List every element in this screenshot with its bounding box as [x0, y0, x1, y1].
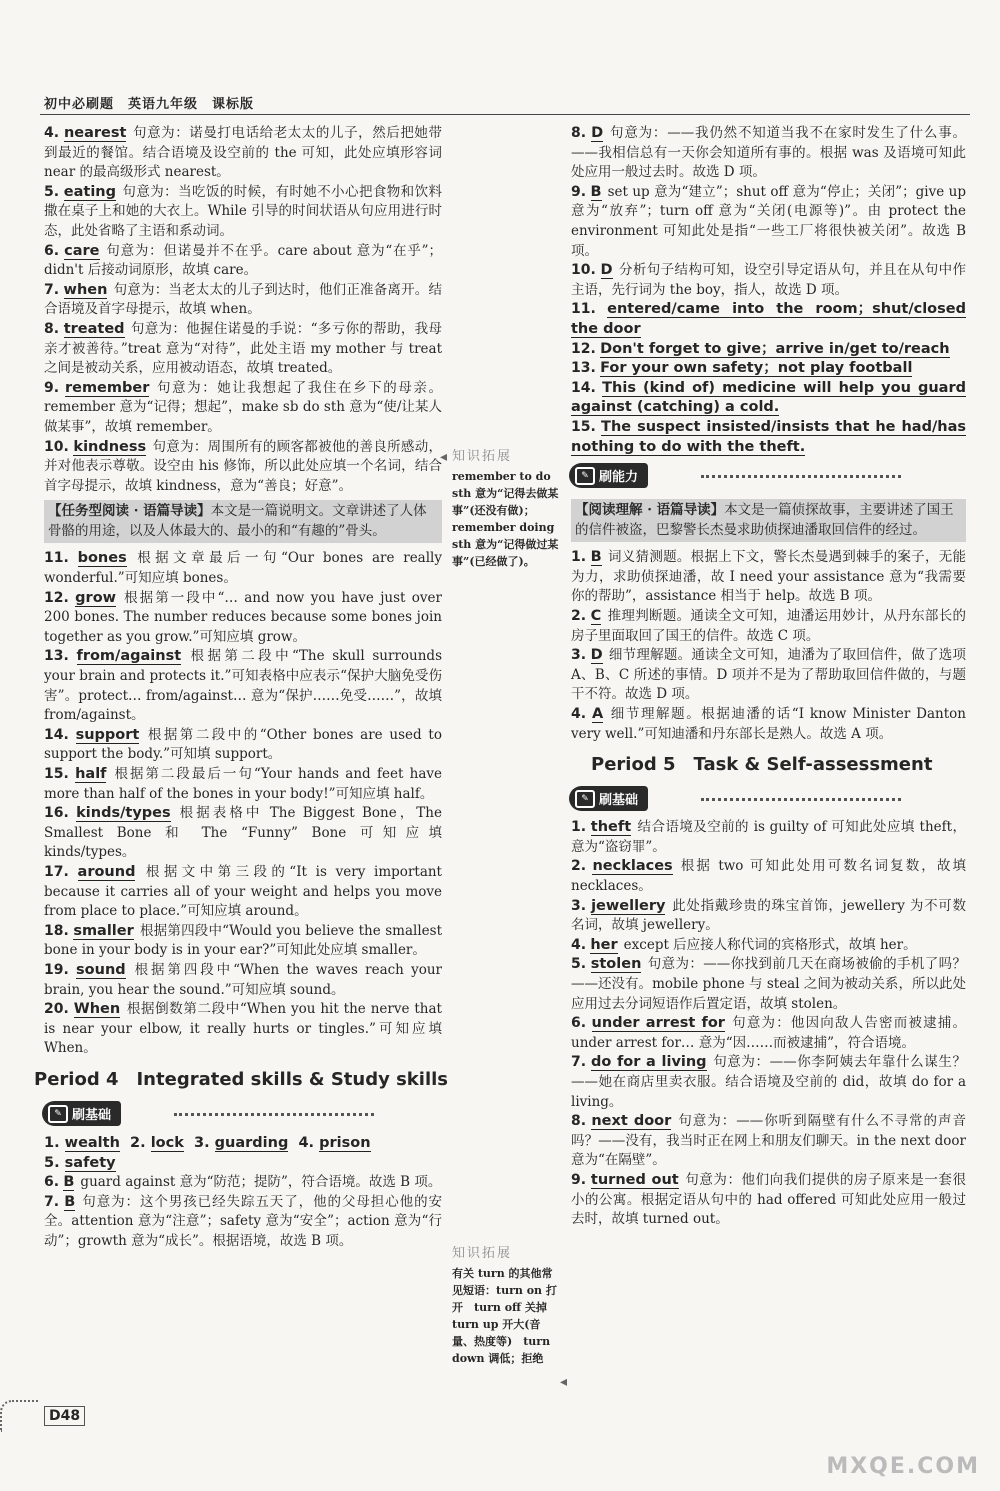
- answer-item: [44, 549, 442, 588]
- answer-explanation: 根据文中第三段的“It is very important because it carries all of your weight and helps you move from place to place.”可知应填 around。: [44, 863, 442, 920]
- answer-number: 4.: [44, 125, 60, 141]
- watermark: MXQE.COM: [826, 1454, 980, 1479]
- answer-text: kindness: [73, 438, 147, 455]
- answer-explanation: 句意为：但诺曼并不在乎。care about 意为“在乎”；didn't 后接动词原形，故填 care。: [44, 242, 443, 279]
- answer-item: [571, 1053, 966, 1112]
- answer-explanation: 根据第一段中“… and now you have just over 200 bones. The number reduces because some bones join together as you grow.”可知应填 grow。: [44, 589, 442, 645]
- answer-item: [44, 647, 442, 725]
- tag-label: 刷基础: [72, 1107, 112, 1123]
- answer-number: 13.: [571, 360, 596, 377]
- answer-number: 1.: [571, 819, 587, 836]
- answer-text: lock: [150, 1134, 184, 1151]
- answer-explanation: 根据 two 可知此处用可数名词复数，故填 necklaces。: [571, 858, 966, 894]
- reading-guide-text: 本文是一篇侦探故事，主要讲述了国王的信件被盗，巴黎警长杰曼求助侦探迪潘取回信件的经过。: [575, 502, 954, 538]
- answer-text: guarding: [214, 1134, 289, 1151]
- dotted-rule: [174, 1113, 374, 1116]
- answer-item: [44, 281, 442, 320]
- page-number: D48: [44, 1406, 85, 1426]
- answer-number: 4.: [298, 1134, 315, 1151]
- reading-guide-text: 本文是一篇说明文。文章讲述了人体骨骼的用途，以及人体最大的、最小的和“有趣的”骨头。: [48, 503, 427, 539]
- answer-explanation: 句意为：诺曼打电话给老太太的儿子，然后把她带到最近的餐馆。结合语境及设空前的 the 可知，此处应填形容词 near 的最高级形式 nearest。: [44, 125, 443, 181]
- answer-explanation: 句意为：——我仍然不知道当我不在家时发生了什么事。——我相信总有一天你会知道所有事的。根据 was 及语境可知此处应用一般过去时。故选 D 项。: [571, 125, 967, 181]
- answer-item: [44, 320, 442, 379]
- answer-text: wealth: [64, 1134, 120, 1151]
- answer-text: eating: [63, 183, 117, 200]
- extension-body: remember to do sth 意为“记得去做某事”(还没有做)；remember doing sth 意为“记得做过某事”(已经做了)。: [452, 470, 559, 568]
- book-icon: ✎: [575, 790, 595, 808]
- answer-explanation: 根据第四段中“Would you believe the smallest bone in your body is in your ear?”可知此处应填 smaller。: [44, 922, 442, 959]
- reading-guide-label: 【阅读理解 · 语篇导读】: [575, 502, 725, 519]
- answer-explanation: set up 意为“建立”；shut off 意为“停止；关闭”；give up 意为“放弃”；turn off 意为“关闭(电源等)”。由 protect the environment 可知此处是指“一些工厂将很快被关闭”。故选 B 项。: [571, 183, 966, 259]
- answer-item: [571, 1014, 966, 1053]
- answer-text: B: [590, 183, 602, 200]
- answer-item: [571, 183, 966, 261]
- knowledge-extension-1: [452, 445, 560, 570]
- answer-number: 4.: [571, 936, 587, 953]
- answer-text: from/against: [76, 648, 182, 665]
- dotted-rule: [701, 798, 901, 801]
- answer-number: 9.: [571, 1171, 587, 1188]
- answer-number: 7.: [44, 281, 60, 298]
- answer-item: [44, 922, 442, 961]
- answer-item: [571, 857, 966, 896]
- answer-number: 3.: [571, 897, 587, 914]
- answer-text: prison: [319, 1134, 371, 1151]
- answer-item: [571, 300, 966, 339]
- answer-number: 3.: [193, 1134, 210, 1151]
- answer-number: 7.: [44, 1193, 60, 1210]
- answer-explanation: 此处指戴珍贵的珠宝首饰，jewellery 为不可数名词，故填 jewellery。: [571, 897, 967, 934]
- tag-label: 刷基础: [599, 793, 639, 809]
- answer-text: B: [63, 1173, 75, 1190]
- right-answer-list-3: [571, 548, 966, 744]
- answer-item: [44, 183, 442, 242]
- answer-number: 9.: [571, 183, 587, 200]
- tag-label-box: [569, 463, 648, 488]
- answer-number: 5.: [44, 183, 60, 200]
- practice-basic-tag: [42, 1101, 382, 1127]
- answer-text: D: [600, 262, 613, 279]
- answer-explanation: 句意为：——你找到前几天在商场被偷的手机了吗？——还没有。mobile phone 与 steal 之间为被动关系，所以此处应用过去分词短语作后置定语，故填 stolen。: [571, 956, 967, 1012]
- answer-number: 13.: [44, 648, 69, 665]
- answer-text: stolen: [590, 956, 642, 973]
- answer-explanation: 词义猜测题。根据上下文，警长杰曼遇到棘手的案子，无能为力，求助侦探迪潘，故 I need your assistance 意为“我需要你的帮助”，assistance 相当于 help。故选 B 项。: [571, 549, 966, 605]
- answer-item: [44, 1000, 442, 1059]
- answer-item: [571, 379, 966, 418]
- answer-item: [571, 548, 966, 607]
- answer-item: [44, 124, 442, 183]
- answer-number: 20.: [44, 1001, 69, 1018]
- answer-explanation: 句意为：周围所有的顾客都被他的善良所感动，并对他表示尊敬。设空由 his 修饰，所以此处应填一个名词，结合首字母提示，故填 kindness，意为“善良；好意”。: [44, 438, 443, 494]
- answer-number: 14.: [571, 379, 596, 396]
- answer-text: her: [590, 936, 618, 953]
- answer-item: [571, 955, 966, 1014]
- right-column: [571, 124, 966, 1230]
- answer-explanation: 根据表格中 The Biggest Bone，The Smallest Bone 和 The “Funny” Bone 可知应填 kinds/types。: [44, 805, 442, 861]
- left-answer-list-1: [44, 124, 442, 496]
- answer-item: [571, 705, 966, 744]
- arrow-icon: ◂: [560, 1374, 568, 1390]
- answer-text: grow: [75, 589, 117, 606]
- answer-item: [571, 607, 966, 646]
- answer-text: When: [73, 1001, 121, 1018]
- answer-item: [44, 765, 442, 804]
- answer-explanation: 句意为：她让我想起了我住在乡下的母亲。remember 意为“记得；想起”，make sb do sth 意为“使/让某人做某事”，故填 remember。: [44, 379, 443, 435]
- answer-number: 12.: [44, 589, 69, 606]
- dotted-rule: [701, 475, 901, 478]
- tag-label-box: [42, 1101, 121, 1126]
- answer-explanation: 根据第二段中“The skull surrounds your brain and protects it.”可知表格中应表示“保护大脑免受伤害”。protect… from/against… 意为“保护……免受……”，故填 from/against。: [44, 648, 442, 724]
- answer-text: This (kind of) medicine will help you guard against (catching) a cold.: [571, 379, 967, 416]
- arrow-icon: ◂: [440, 449, 448, 465]
- answer-number: 15.: [44, 766, 69, 782]
- answer-explanation: 句意为：——你李阿姨去年靠什么谋生？——她在商店里卖衣服。结合语境及空前的 did，故填 do for a living。: [571, 1054, 967, 1110]
- answer-number: 15.: [571, 418, 596, 435]
- answer-number: 11.: [44, 550, 69, 567]
- extension-title: 知识拓展: [452, 449, 513, 464]
- answer-explanation: 根据第二段最后一句“Your hands and feet have more than half of the bones in your body!”可知应填 half。: [44, 766, 442, 802]
- reading-guide-box: [44, 500, 442, 543]
- answer-number: 17.: [44, 863, 69, 880]
- answer-number: 19.: [44, 961, 69, 978]
- answer-number: 7.: [571, 1054, 587, 1071]
- answer-number: 1.: [44, 1134, 60, 1151]
- answer-explanation: except 后应接人称代词的宾格形式，故填 her。: [623, 936, 917, 953]
- extension-title: 知识拓展: [452, 1246, 513, 1261]
- answer-item: [571, 261, 966, 300]
- answer-text: D: [591, 125, 604, 141]
- answer-text: nearest: [63, 125, 127, 141]
- answer-number: 8.: [571, 125, 587, 141]
- answer-text: safety: [64, 1154, 116, 1171]
- answer-number: 6.: [44, 242, 60, 259]
- answer-number: 5.: [44, 1154, 60, 1171]
- right-answer-list-2: [571, 300, 966, 457]
- answer-item: [44, 438, 442, 497]
- practice-ability-tag: [569, 463, 909, 489]
- answer-number: 12.: [571, 340, 596, 357]
- answer-number: 8.: [571, 1113, 587, 1130]
- answer-explanation: 细节理解题。根据迪潘的话“I know Minister Danton very well.”可知迪潘和丹东部长是熟人。故选 A 项。: [571, 706, 966, 742]
- answer-text: smaller: [73, 922, 134, 939]
- answer-explanation: 根据第四段中“When the waves reach your brain, you hear the sound.”可知应填 sound。: [44, 961, 442, 998]
- answer-explanation: 句意为：他握住诺曼的手说：“多亏你的帮助，我母亲才被善待。”treat 意为“对待”，此处主语 my mother 与 treat 之间是被动关系，应用被动语态，故填 treated。: [44, 320, 442, 377]
- answer-item: [571, 818, 966, 857]
- answer-item: [571, 418, 966, 457]
- answer-number: 2.: [571, 608, 587, 625]
- answer-text: B: [590, 549, 602, 566]
- answer-item: [571, 936, 966, 956]
- answer-text: under arrest for: [591, 1015, 725, 1032]
- answer-text: treated: [63, 320, 125, 337]
- corner-decoration: [0, 1400, 38, 1432]
- answer-text: sound: [76, 961, 126, 978]
- answer-number: 16.: [44, 805, 69, 822]
- right-answer-list-1: [571, 124, 966, 300]
- answer-item: [44, 863, 442, 922]
- answer-number: 18.: [44, 922, 69, 939]
- extension-body: 有关 turn 的其他常见短语：turn on 打开 turn off 关掉 turn up 开大(音量、热度等) turn down 调低；拒绝: [452, 1267, 558, 1365]
- left-column: [34, 124, 448, 1251]
- answer-explanation: 句意为：——你听到隔壁有什么不寻常的声音吗？——没有，我当时正在网上和朋友们聊天。in the next door 意为“在隔壁”。: [571, 1113, 966, 1169]
- answer-text: around: [77, 863, 136, 880]
- answer-number: 11.: [571, 301, 596, 318]
- period-4-line-2: [44, 1153, 442, 1173]
- answer-number: 10.: [571, 262, 596, 279]
- answer-text: C: [590, 608, 602, 625]
- answer-explanation: 根据倒数第二段中“When you hit the nerve that is near your elbow, it really hurts or tingles.”可知应填 When。: [44, 1001, 442, 1057]
- answer-number: 2.: [571, 858, 587, 875]
- answer-text: jewellery: [591, 897, 666, 914]
- answer-item: [571, 1171, 966, 1230]
- answer-item: [44, 804, 442, 863]
- answer-explanation: 根据文章最后一句“Our bones are really wonderful.”可知应填 bones。: [44, 550, 442, 587]
- book-icon: ✎: [48, 1105, 68, 1123]
- answer-explanation: 根据第二段中的“Other bones are used to support the body.”可知填 support。: [44, 726, 442, 763]
- answer-text: necklaces: [592, 858, 673, 875]
- answer-number: 2.: [130, 1134, 146, 1151]
- book-icon: ✎: [575, 467, 595, 485]
- reading-comprehension-box: [571, 499, 966, 542]
- answer-explanation: 句意为：当老太太的儿子到达时，他们正准备离开。结合语境及首字母提示，故填 when。: [44, 281, 442, 318]
- answer-explanation: 句意为：当吃饭的时候，有时她不小心把食物和饮料撒在桌子上和她的大衣上。While 引导的时间状语从句应用进行时态，此处省略了主语和系动词。: [44, 183, 443, 239]
- answer-text: support: [75, 726, 140, 743]
- period-4-line-1: [44, 1133, 442, 1153]
- answer-explanation: 推理判断题。通读全文可知，迪潘运用妙计，从丹东部长的房子里面取回了国王的信件。故选 C 项。: [571, 608, 967, 644]
- answer-number: 5.: [571, 956, 587, 973]
- left-answer-list-3: [44, 1173, 442, 1251]
- answer-text: next door: [591, 1113, 672, 1130]
- answer-number: 6.: [571, 1015, 587, 1032]
- answer-explanation: guard against 意为“防范；提防”，符合语境。故选 B 项。: [80, 1173, 442, 1190]
- answer-item: [571, 1112, 966, 1171]
- answer-number: 14.: [44, 726, 69, 743]
- answer-number: 1.: [571, 549, 587, 566]
- answer-text: B: [64, 1193, 76, 1210]
- answer-text: entered/came into the room；shut/closed the door: [571, 301, 966, 337]
- answer-number: 10.: [44, 438, 69, 455]
- answer-explanation: 句意为：这个男孩已经失踪五天了，他的父母担心他的安全。attention 意为“注意”；safety 意为“安全”；action 意为“行动”；growth 意为“成长”。根据语境，故选 B 项。: [44, 1193, 442, 1249]
- answer-text: Don't forget to give；arrive in/get to/reach: [600, 340, 950, 357]
- answer-text: turned out: [590, 1171, 679, 1188]
- answer-number: 6.: [44, 1173, 60, 1190]
- answer-text: bones: [77, 550, 127, 567]
- right-answer-list-4: [571, 818, 966, 1229]
- answer-explanation: 句意为：他们向我们提供的房子原来是一套很小的公寓。根据定语从句中的 had offered 可知此处应用一般过去时，故填 turned out。: [571, 1171, 966, 1228]
- answer-item: [44, 961, 442, 1000]
- period-5-title: Period 5 Task & Self-assessment: [591, 754, 933, 776]
- answer-text: theft: [590, 819, 632, 836]
- answer-explanation: 结合语境及空前的 is guilty of 可知此处应填 theft，意为“盗窃罪”。: [571, 819, 966, 855]
- answer-item: [571, 897, 966, 936]
- answer-text: A: [591, 706, 604, 723]
- answer-item: [44, 1173, 442, 1193]
- answer-explanation: 句意为：他因向敌人告密而被逮捕。under arrest for… 意为“因……而被逮捕”，符合语境。: [571, 1015, 967, 1051]
- answer-text: when: [63, 281, 108, 298]
- answer-text: The suspect insisted/insists that he had/has nothing to do with the theft.: [571, 418, 967, 455]
- answer-item: [571, 646, 966, 705]
- reading-guide-label: 【任务型阅读 · 语篇导读】: [48, 503, 211, 520]
- answer-text: care: [64, 242, 100, 259]
- answer-text: half: [75, 766, 107, 782]
- header-divider: [40, 114, 970, 115]
- answer-item: [44, 1193, 442, 1252]
- answer-text: D: [590, 647, 603, 664]
- answer-item: [44, 242, 442, 281]
- answer-number: 8.: [44, 320, 60, 337]
- answer-text: For your own safety；not play football: [600, 360, 913, 377]
- answer-number: 3.: [571, 647, 587, 664]
- answer-number: 4.: [571, 706, 587, 723]
- answer-item: [44, 589, 442, 648]
- answer-text: kinds/types: [76, 805, 171, 822]
- practice-basic-tag: [569, 786, 909, 812]
- answer-text: do for a living: [590, 1054, 707, 1071]
- tag-label: 刷能力: [599, 470, 639, 486]
- answer-item: [44, 379, 442, 438]
- answer-number: 9.: [44, 379, 60, 396]
- period-4-title: Period 4 Integrated skills & Study skills: [34, 1068, 448, 1090]
- tag-label-box: [569, 786, 648, 811]
- page-header: 初中必刷题 英语九年级 课标版: [44, 97, 255, 112]
- answer-item: [571, 340, 966, 360]
- answer-text: remember: [64, 379, 150, 396]
- knowledge-extension-2: [452, 1242, 560, 1367]
- answer-item: [44, 726, 442, 765]
- answer-item: [571, 359, 966, 379]
- answer-item: [571, 124, 966, 183]
- answer-explanation: 细节理解题。通读全文可知，迪潘为了取回信件，做了选项 A、B、C 所述的事情。D 项并不是为了帮助取回信件做的，与题干不符。故选 D 项。: [571, 647, 967, 703]
- answer-explanation: 分析句子结构可知，设空引导定语从句，并且在从句中作主语，先行词为 the boy，指人，故选 D 项。: [571, 262, 967, 298]
- left-answer-list-2: [44, 549, 442, 1058]
